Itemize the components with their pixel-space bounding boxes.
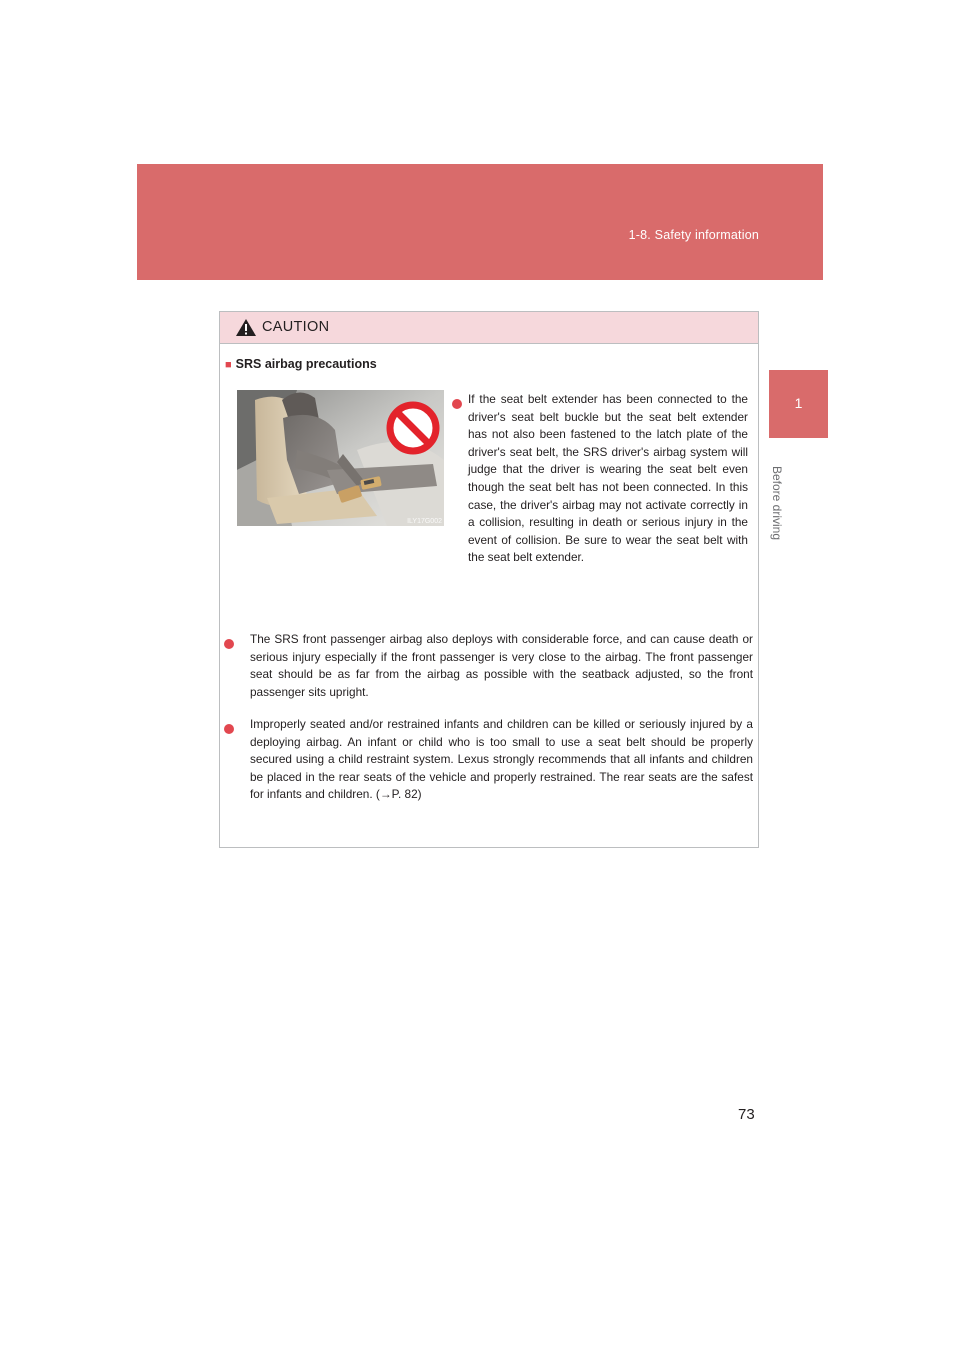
bullet-dot [452, 399, 462, 409]
caution-box [219, 311, 759, 848]
prohibition-sign-icon [390, 405, 436, 451]
chapter-side-label [770, 448, 784, 558]
caution-subheading-text: SRS airbag precautions [235, 357, 377, 371]
chapter-number: 1 [794, 395, 803, 411]
warning-triangle-icon [235, 318, 257, 337]
caution-subheading [225, 357, 377, 371]
illustration-code: ILY17G002 [407, 518, 442, 525]
section-title: 1-8. Safety information [628, 228, 759, 242]
header-band [137, 164, 823, 280]
bullet-dot [224, 639, 234, 649]
caution-header [220, 312, 758, 344]
page-number: 73 [738, 1106, 755, 1123]
bullet-text-3: Improperly seated and/or restrained infants and children can be killed or seriously injured by a deploying airbag. An infant or child who is too small to use a seat belt should be properly secured using a child restraint system. Lexus strongly recommends that all infants and children be placed in the rear seats of the vehicle and properly restrained. The rear seats are the safest for infants and children. (→P. 82) [250, 717, 753, 802]
bullet-text-2: The SRS front passenger airbag also deploys with considerable force, and can cause death or serious injury especially if the front passenger is very close to the airbag. The front passenger seat should be as far from the airbag as possible with the seatback adjusted, so the front passenger sits upright. [250, 632, 753, 699]
chapter-label: Before driving [770, 465, 784, 541]
bullet-text-1: If the seat belt extender has been connected to the driver's seat belt buckle but the seat belt extender has not also been fastened to the latch plate of the driver's seat belt, the SRS driver's airbag system will judge that the driver is wearing the seat belt even though the seat belt has not been connected. In this case, the driver's airbag may not activate correctly in a collision, resulting in death or serious injury in the event of collision. Be sure to wear the seat belt with the seat belt extender. [468, 392, 748, 565]
caution-title: CAUTION [262, 319, 330, 335]
square-bullet-icon: ■ [225, 359, 232, 371]
seatbelt-extender-illustration [237, 390, 444, 526]
chapter-tab[interactable] [769, 370, 828, 438]
bullet-dot [224, 724, 234, 734]
driver-seat-image [237, 390, 444, 526]
